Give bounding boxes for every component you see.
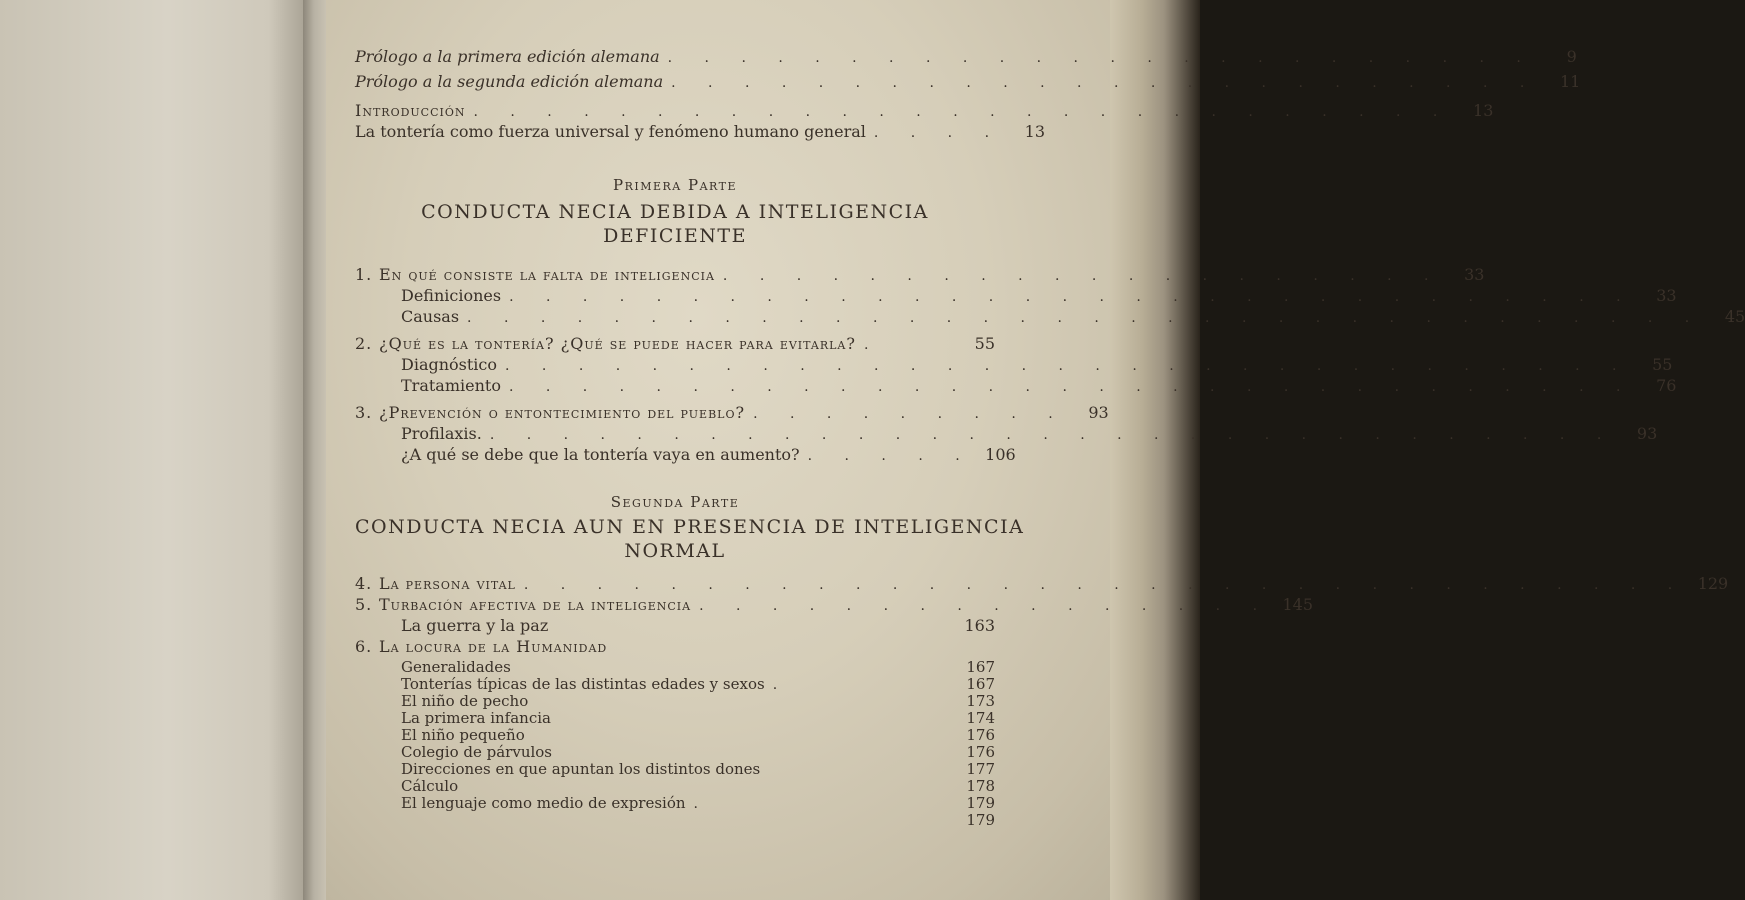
toc-entry (355, 615, 995, 636)
chapter-number: 2. (355, 334, 373, 353)
toc-entry-page: 167 (966, 658, 995, 676)
toc-entry-title: 2. ¿Qué es la tontería? ¿Qué se puede hacer para evitarla? (355, 334, 856, 353)
toc-entry (355, 402, 1109, 423)
toc-entry-title: Diagnóstico (401, 355, 498, 374)
toc-entry (355, 778, 995, 795)
toc-entry (355, 354, 1673, 375)
toc-entry-title: Tonterías típicas de las distintas edades y sexos (401, 675, 765, 693)
toc-entry-title: Profilaxis. (401, 424, 482, 443)
toc-entry-title: La tontería como fuerza universal y fenómeno humano general (355, 122, 866, 141)
toc-entry-title: La primera infancia (401, 709, 551, 727)
table-of-contents (355, 40, 1745, 829)
toc-entry-page: 55 (974, 334, 995, 353)
toc-entry-page: 145 (1282, 595, 1314, 614)
toc-entry-page: 129 (1697, 574, 1729, 593)
toc-entry-page: 93 (1088, 403, 1109, 422)
leader-dots: . . . . (873, 125, 1004, 141)
toc-entry-title: 3. ¿Prevención o entontecimiento del pueblo? (355, 403, 746, 422)
leader-dots: . . . . . . . . . . . . . . . . . . . . . . . . . . . . . . . . . . (467, 310, 1704, 326)
toc-entry-page: 11 (1559, 72, 1581, 91)
toc-entry-page: 106 (985, 445, 1016, 464)
toc-entry-page: 173 (966, 692, 995, 710)
toc-entry (355, 71, 1581, 92)
leader-dots: . . . . . . . . . . . . . . . . . . . . (722, 268, 1443, 284)
toc-entry (355, 812, 995, 829)
toc-entry-title: El niño de pecho (401, 692, 529, 710)
toc-entry-page: 45 (1724, 307, 1745, 326)
toc-entry-title: Direcciones en que apuntan los distintos dones (401, 760, 761, 778)
leader-dots: . . . . . . . . . . . . . . . . . . . . . . . . (671, 75, 1539, 91)
toc-entry (355, 285, 1677, 306)
toc-entry (355, 795, 995, 812)
toc-entry-title: 4. La persona vital (355, 574, 516, 593)
toc-entry-page: 163 (964, 616, 995, 635)
toc-entry-title: Causas (401, 307, 460, 326)
toc-entry-page: 176 (966, 726, 995, 744)
toc-entry-title: 6. La locura de la Humanidad (355, 637, 608, 656)
toc-entry-title: La guerra y la paz (401, 616, 549, 635)
toc-entry-page: 93 (1636, 424, 1658, 443)
front-matter (355, 46, 1581, 142)
toc-entry-title: Generalidades (401, 658, 511, 676)
toc-entry-title: Prólogo a la primera edición alemana (355, 47, 660, 66)
part-one (355, 176, 1745, 465)
leader-dots: . . . . . . . . . . . . . . . . (699, 598, 1272, 614)
part-title: CONDUCTA NECIA DEBIDA A INTELIGENCIA DEFICIENTE (421, 201, 929, 247)
toc-entry (355, 693, 995, 710)
toc-entry (355, 573, 1729, 594)
toc-entry (355, 659, 995, 676)
toc-entry-title: 1. En qué consiste la falta de inteligencia (355, 265, 715, 284)
toc-entry (355, 636, 995, 657)
leader-dots: . . . . . . . . . . . . . . . . . . . . . . . . . . . . . . . (505, 358, 1631, 374)
chapter-number: 3. (355, 403, 373, 422)
toc-entry-page: 179 (966, 794, 995, 812)
leader-dots: . . . . . (807, 448, 974, 464)
leader-dots: . . . . . . . . . . . . . . . . . . . . . . . . . . . . . . . (489, 427, 1616, 443)
toc-entry (355, 46, 1577, 67)
part-label: Primera Parte (613, 176, 737, 194)
toc-entry-page: 33 (1464, 265, 1485, 284)
leader-dots: . . . . . . . . . . . . . . . . . . . . . . . . . . . . . . . . (523, 577, 1687, 593)
toc-entry (355, 727, 995, 744)
toc-entry-title: Definiciones (401, 286, 502, 305)
leader-dots: . . . . . . . . . (753, 406, 1067, 422)
toc-entry-title: El lenguaje como medio de expresión (401, 794, 686, 812)
page-edge (1110, 0, 1200, 900)
toc-entry-page: 177 (966, 760, 995, 778)
toc-entry (355, 594, 1314, 615)
toc-entry-page: 174 (966, 709, 995, 727)
toc-entry (355, 264, 1485, 285)
toc-entry-page: 13 (1024, 122, 1046, 141)
left-blank-page (0, 0, 305, 900)
toc-entry-title: 5. Turbación afectiva de la inteligencia (355, 595, 692, 614)
toc-entry-title: Prólogo a la segunda edición alemana (355, 72, 664, 91)
leader-dots: . . . . . . . . . . . . . . . . . . . . . . . . . . . . . . . (508, 379, 1635, 395)
leader-dots: . (863, 337, 883, 353)
toc-entry-page: 55 (1652, 355, 1673, 374)
leader-dots: . . . . . . . . . . . . . . . . . . . . . . . . (667, 50, 1535, 66)
toc-entry-title: Cálculo (401, 777, 459, 795)
chapter-number: 5. (355, 595, 373, 614)
chapter-number: 6. (355, 637, 373, 656)
toc-entry-page: 13 (1473, 101, 1494, 120)
toc-entry-page: 9 (1566, 47, 1577, 66)
toc-entry-title: Introducción (355, 101, 466, 120)
toc-entry (355, 306, 1745, 327)
part-title: CONDUCTA NECIA AUN EN PRESENCIA DE INTELIGENCIA (355, 516, 1025, 538)
toc-entry-title: ¿A qué se debe que la tontería vaya en aumento? (401, 445, 800, 464)
toc-entry (355, 710, 995, 727)
toc-entry (355, 333, 995, 354)
toc-entry-title: El niño pequeño (401, 726, 525, 744)
toc-entry (355, 100, 1494, 121)
part-label: Segunda Parte (610, 493, 740, 511)
toc-entry-page: 167 (966, 675, 995, 693)
leader-dots: . . . . . . . . . . . . . . . . . . . . . . . . . . . . . . . (509, 289, 1635, 305)
toc-entry-title: Colegio de párvulos (401, 743, 553, 761)
toc-entry (355, 761, 995, 778)
part-two (355, 493, 1729, 829)
toc-entry (355, 676, 995, 693)
part-title-continued: NORMAL (624, 540, 726, 562)
toc-entry-page: 176 (966, 743, 995, 761)
toc-entry-page: 33 (1656, 286, 1677, 305)
toc-entry (355, 375, 1677, 396)
toc-entry-page: 179 (966, 811, 995, 829)
toc-entry (355, 444, 1016, 465)
chapter-number: 4. (355, 574, 373, 593)
toc-entry (355, 744, 995, 761)
leader-dots: . . . . . . . . . . . . . . . . . . . . . . . . . . . (473, 104, 1452, 120)
leader-dots: . (772, 677, 792, 693)
toc-entry-page: 178 (966, 777, 995, 795)
toc-entry (355, 121, 1046, 142)
toc-entry-page: 76 (1656, 376, 1677, 395)
chapter-number: 1. (355, 265, 373, 284)
toc-entry (355, 423, 1658, 444)
leader-dots: . (693, 796, 712, 812)
toc-entry-title: Tratamiento (401, 376, 501, 395)
